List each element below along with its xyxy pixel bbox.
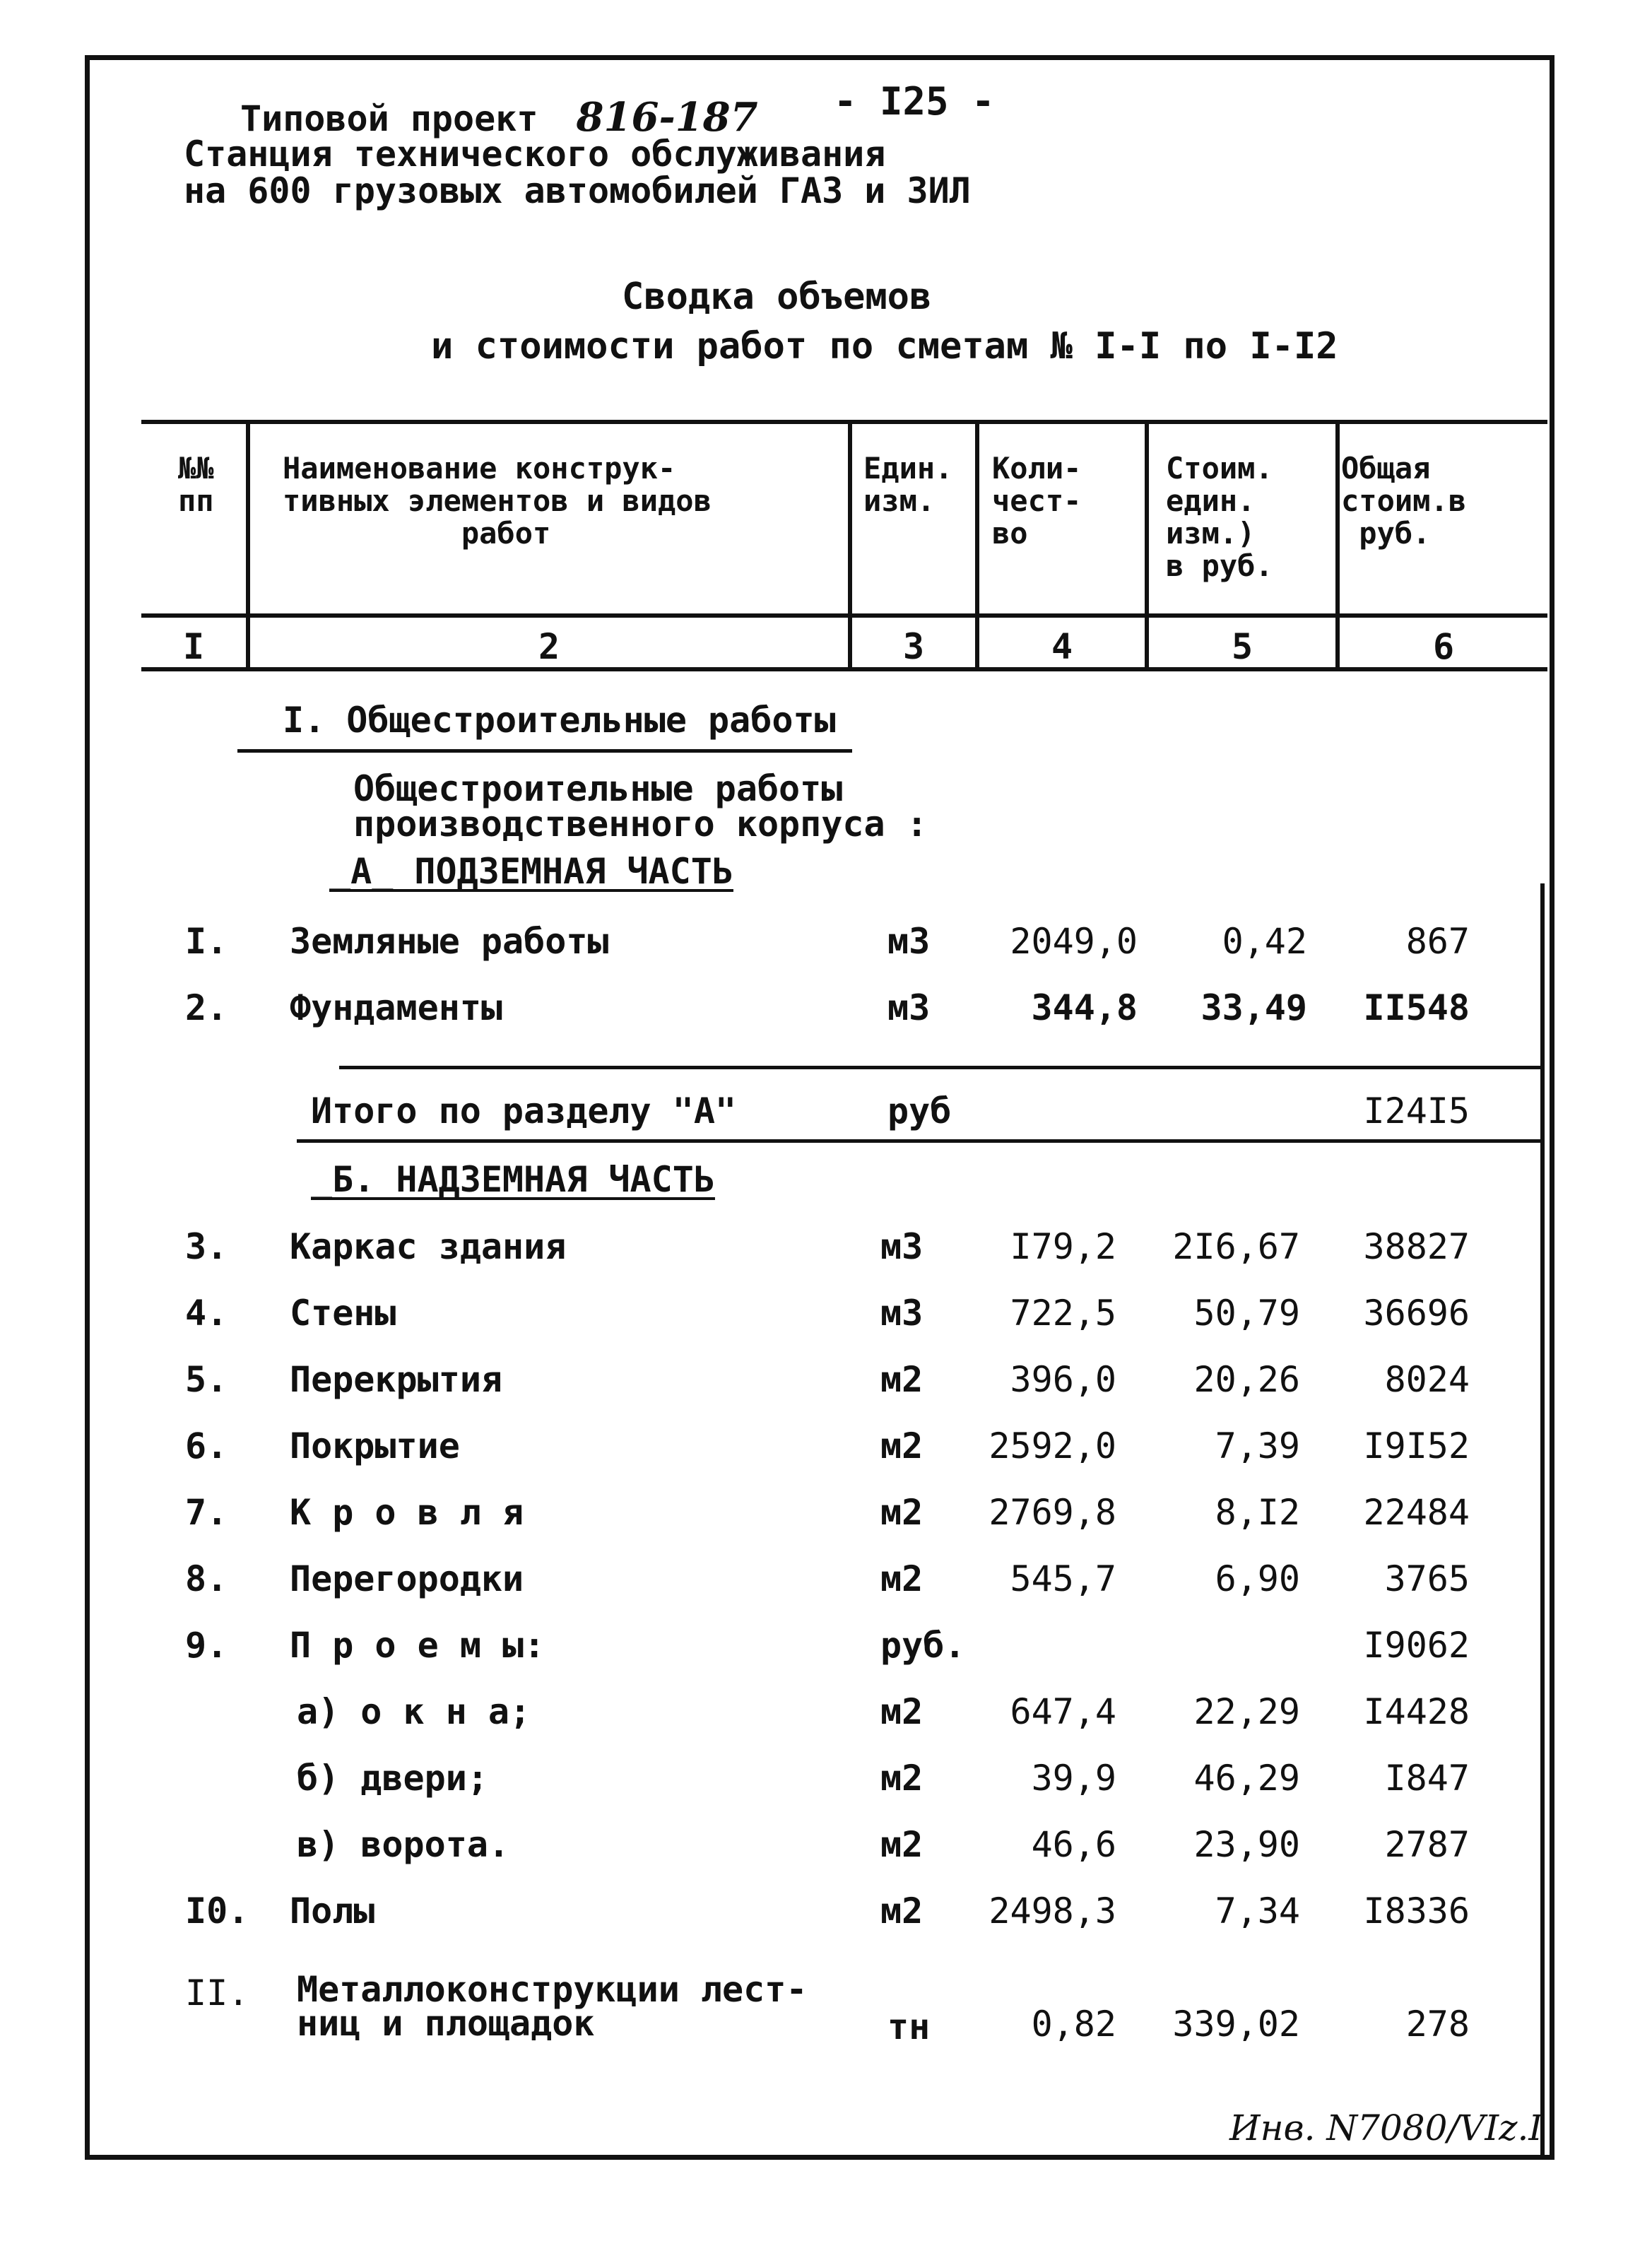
project-number: 816-187 [576, 94, 758, 141]
total-a-bottom-rule [297, 1139, 1540, 1143]
row-number: 9. [185, 1625, 228, 1666]
row-total-cost: 867 [1405, 921, 1470, 962]
row-unit: м2 [880, 1891, 924, 1932]
row-unit-cost: 46,29 [1193, 1758, 1300, 1799]
row-unit: м2 [880, 1758, 924, 1799]
inventory-note: Инв. N7080/VIz.I [1229, 2107, 1543, 2148]
row-unit: м2 [880, 1425, 924, 1466]
row-number: I0. [185, 1891, 249, 1932]
row-unit-cost: 8,I2 [1215, 1492, 1300, 1533]
row-name: а) о к н а; [297, 1691, 531, 1732]
row-unit: м2 [880, 1824, 924, 1865]
row-name: П р о е м ы: [290, 1625, 545, 1666]
row-quantity: 0,82 [1031, 2004, 1116, 2045]
row-unit-cost: 20,26 [1193, 1359, 1300, 1400]
row-number: 6. [185, 1425, 228, 1466]
total-a-top-rule [339, 1066, 1540, 1069]
total-a-label: Итого по разделу "А" [311, 1090, 737, 1131]
row-number: II. [185, 1972, 249, 2013]
row-unit-cost: 23,90 [1193, 1824, 1300, 1865]
col-header-number: №№ пп [178, 451, 214, 518]
row-unit-cost: 33,49 [1200, 987, 1307, 1028]
header-line-2: Станция технического обслуживания [184, 134, 886, 175]
row-unit: м3 [887, 987, 931, 1028]
row-name: Стены [290, 1293, 396, 1334]
row-unit: м2 [880, 1492, 924, 1533]
right-body-border [1540, 883, 1545, 2156]
row-unit-cost: 2I6,67 [1172, 1226, 1300, 1267]
row-total-cost: 2787 [1384, 1824, 1470, 1865]
row-name-line-1: Металлоконструкции лест- [297, 1969, 808, 2010]
row-unit-cost: 7,39 [1215, 1425, 1300, 1466]
col-header-unit-cost: Стоим. един. изм.) в руб. [1166, 451, 1273, 583]
row-name-line-2: ниц и площадок [297, 2003, 595, 2044]
page-number: - I25 - [834, 79, 995, 124]
row-total-cost: I847 [1384, 1758, 1470, 1799]
col-number-3: 3 [902, 626, 925, 667]
row-total-cost: I9062 [1363, 1625, 1470, 1666]
col-number-1: I [182, 626, 205, 667]
row-name: Фундаменты [290, 987, 503, 1028]
row-quantity: 39,9 [1031, 1758, 1116, 1799]
col-header-quantity: Коли- чест- во [992, 451, 1082, 551]
row-unit: м2 [880, 1691, 924, 1732]
col-number-5: 5 [1231, 626, 1253, 667]
row-total-cost: I4428 [1363, 1691, 1470, 1732]
row-number: I. [185, 921, 228, 962]
row-quantity: 396,0 [1010, 1359, 1116, 1400]
col-header-total-cost: Общая стоим.в руб. [1341, 451, 1467, 551]
row-name: К р о в л я [290, 1492, 524, 1533]
row-number: 7. [185, 1492, 228, 1533]
row-number: 2. [185, 987, 228, 1028]
row-number: 8. [185, 1558, 228, 1599]
col-number-2: 2 [538, 626, 560, 667]
row-quantity: 46,6 [1031, 1824, 1116, 1865]
row-unit-cost: 22,29 [1193, 1691, 1300, 1732]
row-unit: м3 [880, 1293, 924, 1334]
row-name: Каркас здания [290, 1226, 567, 1267]
row-unit-cost: 339,02 [1172, 2004, 1300, 2045]
summary-subtitle: и стоимости работ по сметам № I-I по I-I2 [431, 325, 1338, 368]
row-unit: м3 [887, 921, 931, 962]
row-unit-cost: 7,34 [1215, 1891, 1300, 1932]
row-number: 5. [185, 1359, 228, 1400]
section-heading-rule [237, 749, 852, 753]
row-total-cost: I8336 [1363, 1891, 1470, 1932]
row-quantity: 2592,0 [989, 1425, 1116, 1466]
row-unit-cost: 50,79 [1193, 1293, 1300, 1334]
total-a-value: I24I5 [1363, 1090, 1470, 1131]
col-header-unit: Един. изм. [863, 451, 953, 518]
row-quantity: 545,7 [1010, 1558, 1116, 1599]
row-total-cost: 8024 [1384, 1359, 1470, 1400]
row-total-cost: 3765 [1384, 1558, 1470, 1599]
row-number: 4. [185, 1293, 228, 1334]
row-unit: м2 [880, 1558, 924, 1599]
row-quantity: 344,8 [1031, 987, 1138, 1028]
row-quantity: 2049,0 [1010, 921, 1138, 962]
part-a-heading: _А_ ПОДЗЕМНАЯ ЧАСТЬ [329, 851, 733, 892]
row-unit: м3 [880, 1226, 924, 1267]
col-header-name: Наименование конструк- тивных элементов и видов работ [283, 451, 712, 551]
row-quantity: 722,5 [1010, 1293, 1116, 1334]
row-name: Земляные работы [290, 921, 609, 962]
row-unit-cost: 6,90 [1215, 1558, 1300, 1599]
total-a-unit: руб [887, 1090, 952, 1131]
project-label: Типовой проект [240, 98, 538, 139]
part-b-heading: _Б. НАДЗЕМНАЯ ЧАСТЬ [311, 1159, 715, 1200]
row-quantity: I79,2 [1010, 1226, 1116, 1267]
row-unit: руб. [880, 1625, 966, 1666]
row-total-cost: 36696 [1363, 1293, 1470, 1334]
row-total-cost: I9I52 [1363, 1425, 1470, 1466]
row-total-cost: 38827 [1363, 1226, 1470, 1267]
header-line-1 [240, 94, 758, 141]
row-name: в) ворота. [297, 1824, 510, 1865]
row-quantity: 2498,3 [989, 1891, 1116, 1932]
row-total-cost: 278 [1405, 2004, 1470, 2045]
col-number-4: 4 [1051, 626, 1073, 667]
row-unit-cost: 0,42 [1222, 921, 1307, 962]
row-name: Покрытие [290, 1425, 460, 1466]
row-quantity: 2769,8 [989, 1492, 1116, 1533]
header-line-3: на 600 грузовых автомобилей ГАЗ и ЗИЛ [184, 170, 971, 211]
summary-title: Сводка объемов [622, 276, 932, 318]
row-unit: м2 [880, 1359, 924, 1400]
section-heading: I. Общестроительные работы [283, 700, 836, 741]
col-number-6: 6 [1432, 626, 1455, 667]
row-number: 3. [185, 1226, 228, 1267]
row-name: Полы [290, 1891, 375, 1932]
row-name: Перекрытия [290, 1359, 503, 1400]
row-unit: тн [887, 2006, 931, 2047]
subsection-intro-1: Общестроительные работы [353, 768, 843, 809]
row-total-cost: 22484 [1363, 1492, 1470, 1533]
row-name: б) двери; [297, 1758, 488, 1799]
row-name: Перегородки [290, 1558, 524, 1599]
row-quantity: 647,4 [1010, 1691, 1116, 1732]
subsection-intro-2: производственного корпуса : [353, 804, 928, 845]
row-total-cost: II548 [1363, 987, 1470, 1028]
